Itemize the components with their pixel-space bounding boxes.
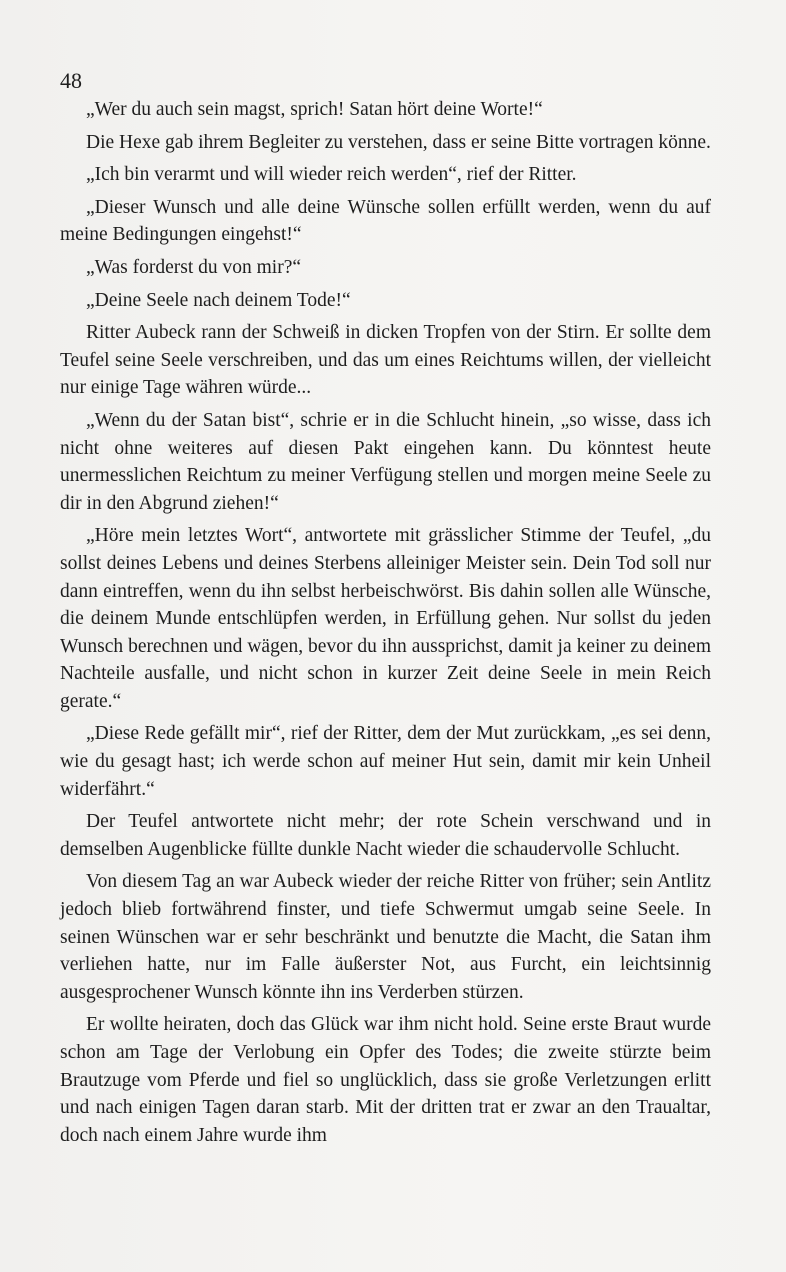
paragraph: „Was forderst du von mir?“ xyxy=(86,256,302,278)
paragraph: „Ich bin verarmt und will wieder reich werden“, rief der Ritter. xyxy=(86,164,577,186)
paragraph: „Wer du auch sein magst, sprich! Satan hört deine Worte!“ xyxy=(86,99,543,120)
paragraph: „Höre mein letztes Wort“, antwortete mit grässlicher Stimme der Teufel, „du sollst deines Lebens und deines Sterbens alleiniger Meister sein. Dein Tod soll nur dann eintreffen, wenn du ihn selbst herbeischwörst. Bis dahin sollen alle Wünsche, die deinem Munde entschlüpfen werden, in Erfüllung gehen. Nur sollst du jeden Wunsch berechnen und wägen, bevor du ihn aussprichst, damit ja keiner zu deinem Nachteile ausfalle, und nicht schon in kurzer Zeit deine Seele in mein Reich gerate.“ xyxy=(60,525,711,712)
paragraph: Ritter Aubeck rann der Schweiß in dicken Tropfen von der Stirn. Er sollte dem Teufel seine Seele verschreiben, und das um eines Reichtums willen, der vielleicht nur einige Tage währen würde... xyxy=(60,322,711,399)
paragraph: „Dieser Wunsch und alle deine Wünsche sollen erfüllt werden, wenn du auf meine Bedingungen eingehst!“ xyxy=(60,196,711,246)
paragraph: „Deine Seele nach deinem Tode!“ xyxy=(86,289,351,311)
paragraph: Der Teufel antwortete nicht mehr; der rote Schein verschwand und in demselben Augenblicke füllte dunkle Nacht wieder die schaudervolle Schlucht. xyxy=(60,811,711,860)
paragraph: Von diesem Tag an war Aubeck wieder der reiche Ritter von früher; sein Antlitz jedoch blieb fortwährend finster, und tiefe Schwermut umgab seine Seele. In seinen Wünschen war er sehr beschränkt und benutzte die Macht, die Satan ihm verliehen hatte, nur im Falle äußerster Not, aus Furcht, ein leichtsinnig ausgesprochener Wunsch könnte ihn ins Verderben stürzen. xyxy=(60,871,711,1003)
paragraph: Die Hexe gab ihrem Begleiter zu verstehen, dass er seine Bitte vortragen könne. xyxy=(86,131,711,153)
paragraph: „Diese Rede gefällt mir“, rief der Ritter, dem der Mut zurückkam, „es sei denn, wie du gesagt hast; ich werde schon auf meiner Hut sein, damit mir kein Unheil widerfährt.“ xyxy=(60,723,711,800)
body-text xyxy=(60,96,711,1154)
paragraph: „Wenn du der Satan bist“, schrie er in die Schlucht hinein, „so wisse, dass ich nicht ohne weiteres auf diesen Pakt eingehen kann. Du könntest heute unermesslichen Reichtum zu meiner Verfügung stellen und morgen meine Seele zu dir in den Abgrund ziehen!“ xyxy=(60,409,711,514)
page-number: 48 xyxy=(60,68,82,93)
paragraph: Er wollte heiraten, doch das Glück war ihm nicht hold. Seine erste Braut wurde schon am Tage der Verlobung ein Opfer des Todes; die zweite stürzte beim Brautzuge vom Pferde und fiel so unglücklich, dass sie große Verletzungen erlitt und nach einigen Tagen daran starb. Mit der dritten trat er zwar an den Traualtar, doch nach einem Jahre wurde ihm xyxy=(60,1014,711,1146)
